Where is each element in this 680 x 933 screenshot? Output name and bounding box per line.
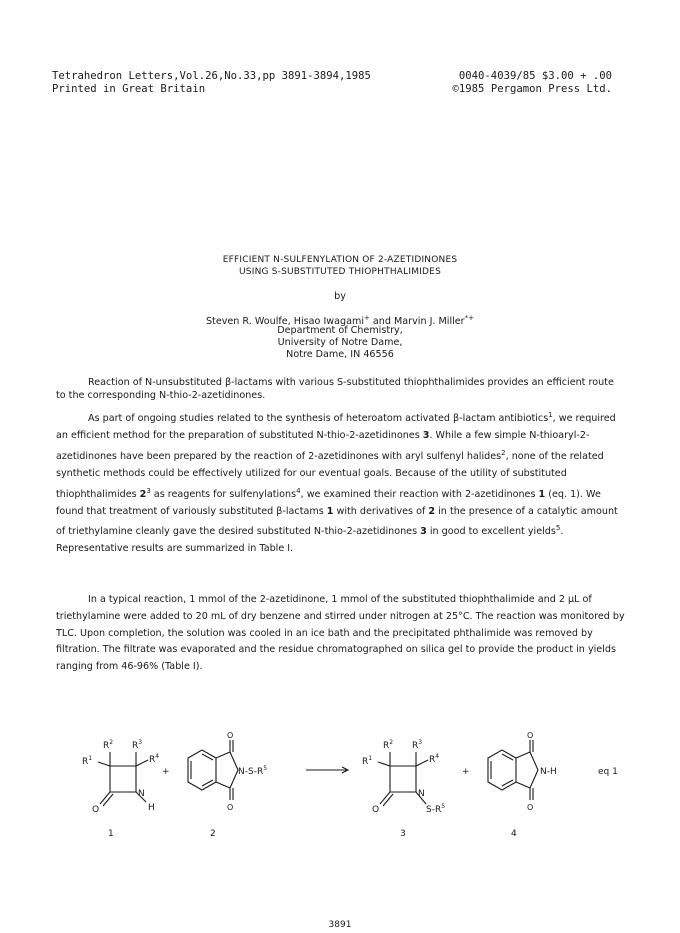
journal-code: 0040-4039/85 $3.00 + .00 bbox=[458, 70, 612, 82]
author-department: Department of Chemistry, bbox=[277, 325, 403, 336]
journal-header bbox=[52, 70, 612, 96]
author-city: Notre Dame, IN 46556 bbox=[286, 349, 394, 360]
byline: by bbox=[334, 291, 346, 302]
svg-text:N: N bbox=[418, 789, 425, 799]
label-o: O bbox=[92, 805, 100, 815]
label-r1: $R^1$ bbox=[82, 755, 93, 767]
label-h: H bbox=[148, 803, 155, 813]
paragraph-2: In a typical reaction, 1 mmol of the 2-azetidinone, 1 mmol of the substituted thiophthalimide and 2 μL of triethylamine were added to 20 mL of dry benzene and stirred under nitrogen at 25°C. The reaction was monitored by TLC. Upon completion, the solution was cooled in an ice bath and the precipitated phthalimide was removed by filtration. The filtrate was evaporated and the residue chromatographed on silica gel to provide the product in yields ranging from 46-96% (Table I). bbox=[56, 594, 625, 673]
label-n-s-r5: $N-S-R^5$ bbox=[238, 765, 268, 777]
svg-text:R1: $R^1$ bbox=[362, 755, 373, 767]
page-number: 3891 bbox=[328, 920, 352, 930]
copyright: ©1985 Pergamon Press Ltd. bbox=[452, 83, 612, 95]
equation-1 bbox=[70, 731, 650, 848]
svg-text:R3: $R^3$ bbox=[412, 739, 423, 751]
reaction-scheme bbox=[70, 731, 650, 848]
label-n-h: N-H bbox=[540, 767, 557, 777]
compound-1-label: 1 bbox=[108, 829, 114, 839]
equation-label: eq 1 bbox=[598, 767, 618, 777]
svg-text:S-R5: $S-R^5$ bbox=[426, 803, 446, 815]
label-r3: $R^3$ bbox=[132, 739, 143, 751]
label-r4: $R^4$ bbox=[149, 753, 160, 765]
printed-in: Printed in Great Britain bbox=[52, 83, 206, 95]
svg-text:O: O bbox=[227, 731, 234, 740]
compound-3-label: 3 bbox=[400, 829, 406, 839]
abstract: Reaction of N-unsubstituted β-lactams with various S-substituted thiophthalimides provides an efficient route to the corresponding N-thio-2-azetidinones. bbox=[56, 377, 614, 401]
plus-sign-2: + bbox=[462, 767, 470, 777]
plus-sign-1: + bbox=[162, 767, 170, 777]
compound-2-label: 2 bbox=[210, 829, 216, 839]
paper-title-line-2: USING S-SUBSTITUTED THIOPHTHALIMIDES bbox=[239, 267, 441, 277]
paragraph-1: As part of ongoing studies related to the synthesis of heteroatom activated β-lactam antibiotics$^1$, we required an efficient method for the preparation of substituted N-thio-2-azetidinones 3. While a few simple N-thioaryl-2-azetidinones have been prepared by the reaction of 2-azetidinones with aryl sulfenyl halides$^2$, none of the related synthetic methods could be effectively utilized for our eventual goals. Because of the utility of substituted thiophthalimides $2^3$ as reagents for sulfenylations$^4$, we examined their reaction with 2-azetidinones 1 (eq. 1). We found that treatment of variously substituted β-lactams 1 with derivatives of 2 in the presence of a catalytic amount of triethylamine cleanly gave the desired substituted N-thio-2-azetidinones 3 in good to excellent yields$^5$. Representative results are summarized in Table I. bbox=[56, 411, 618, 555]
paper-title-line-1: EFFICIENT N-SULFENYLATION OF 2-AZETIDINONES bbox=[222, 255, 458, 265]
compound-4-label: 4 bbox=[511, 829, 517, 839]
svg-text:O: O bbox=[227, 803, 234, 812]
svg-text:R4: $R^4$ bbox=[429, 753, 440, 765]
svg-text:O: O bbox=[372, 805, 380, 815]
svg-text:R2: $R^2$ bbox=[383, 739, 394, 751]
label-r2: $R^2$ bbox=[103, 739, 114, 751]
author-names: Steven R. Woulfe, Hisao Iwagami+ and Marvin J. Miller*+ bbox=[205, 314, 475, 328]
label-n: N bbox=[138, 789, 145, 799]
journal-citation: Tetrahedron Letters,Vol.26,No.33,pp 3891-3894,1985 bbox=[52, 70, 371, 82]
svg-text:O: O bbox=[527, 731, 534, 740]
svg-text:O: O bbox=[527, 803, 534, 812]
author-university: University of Notre Dame, bbox=[277, 337, 403, 348]
